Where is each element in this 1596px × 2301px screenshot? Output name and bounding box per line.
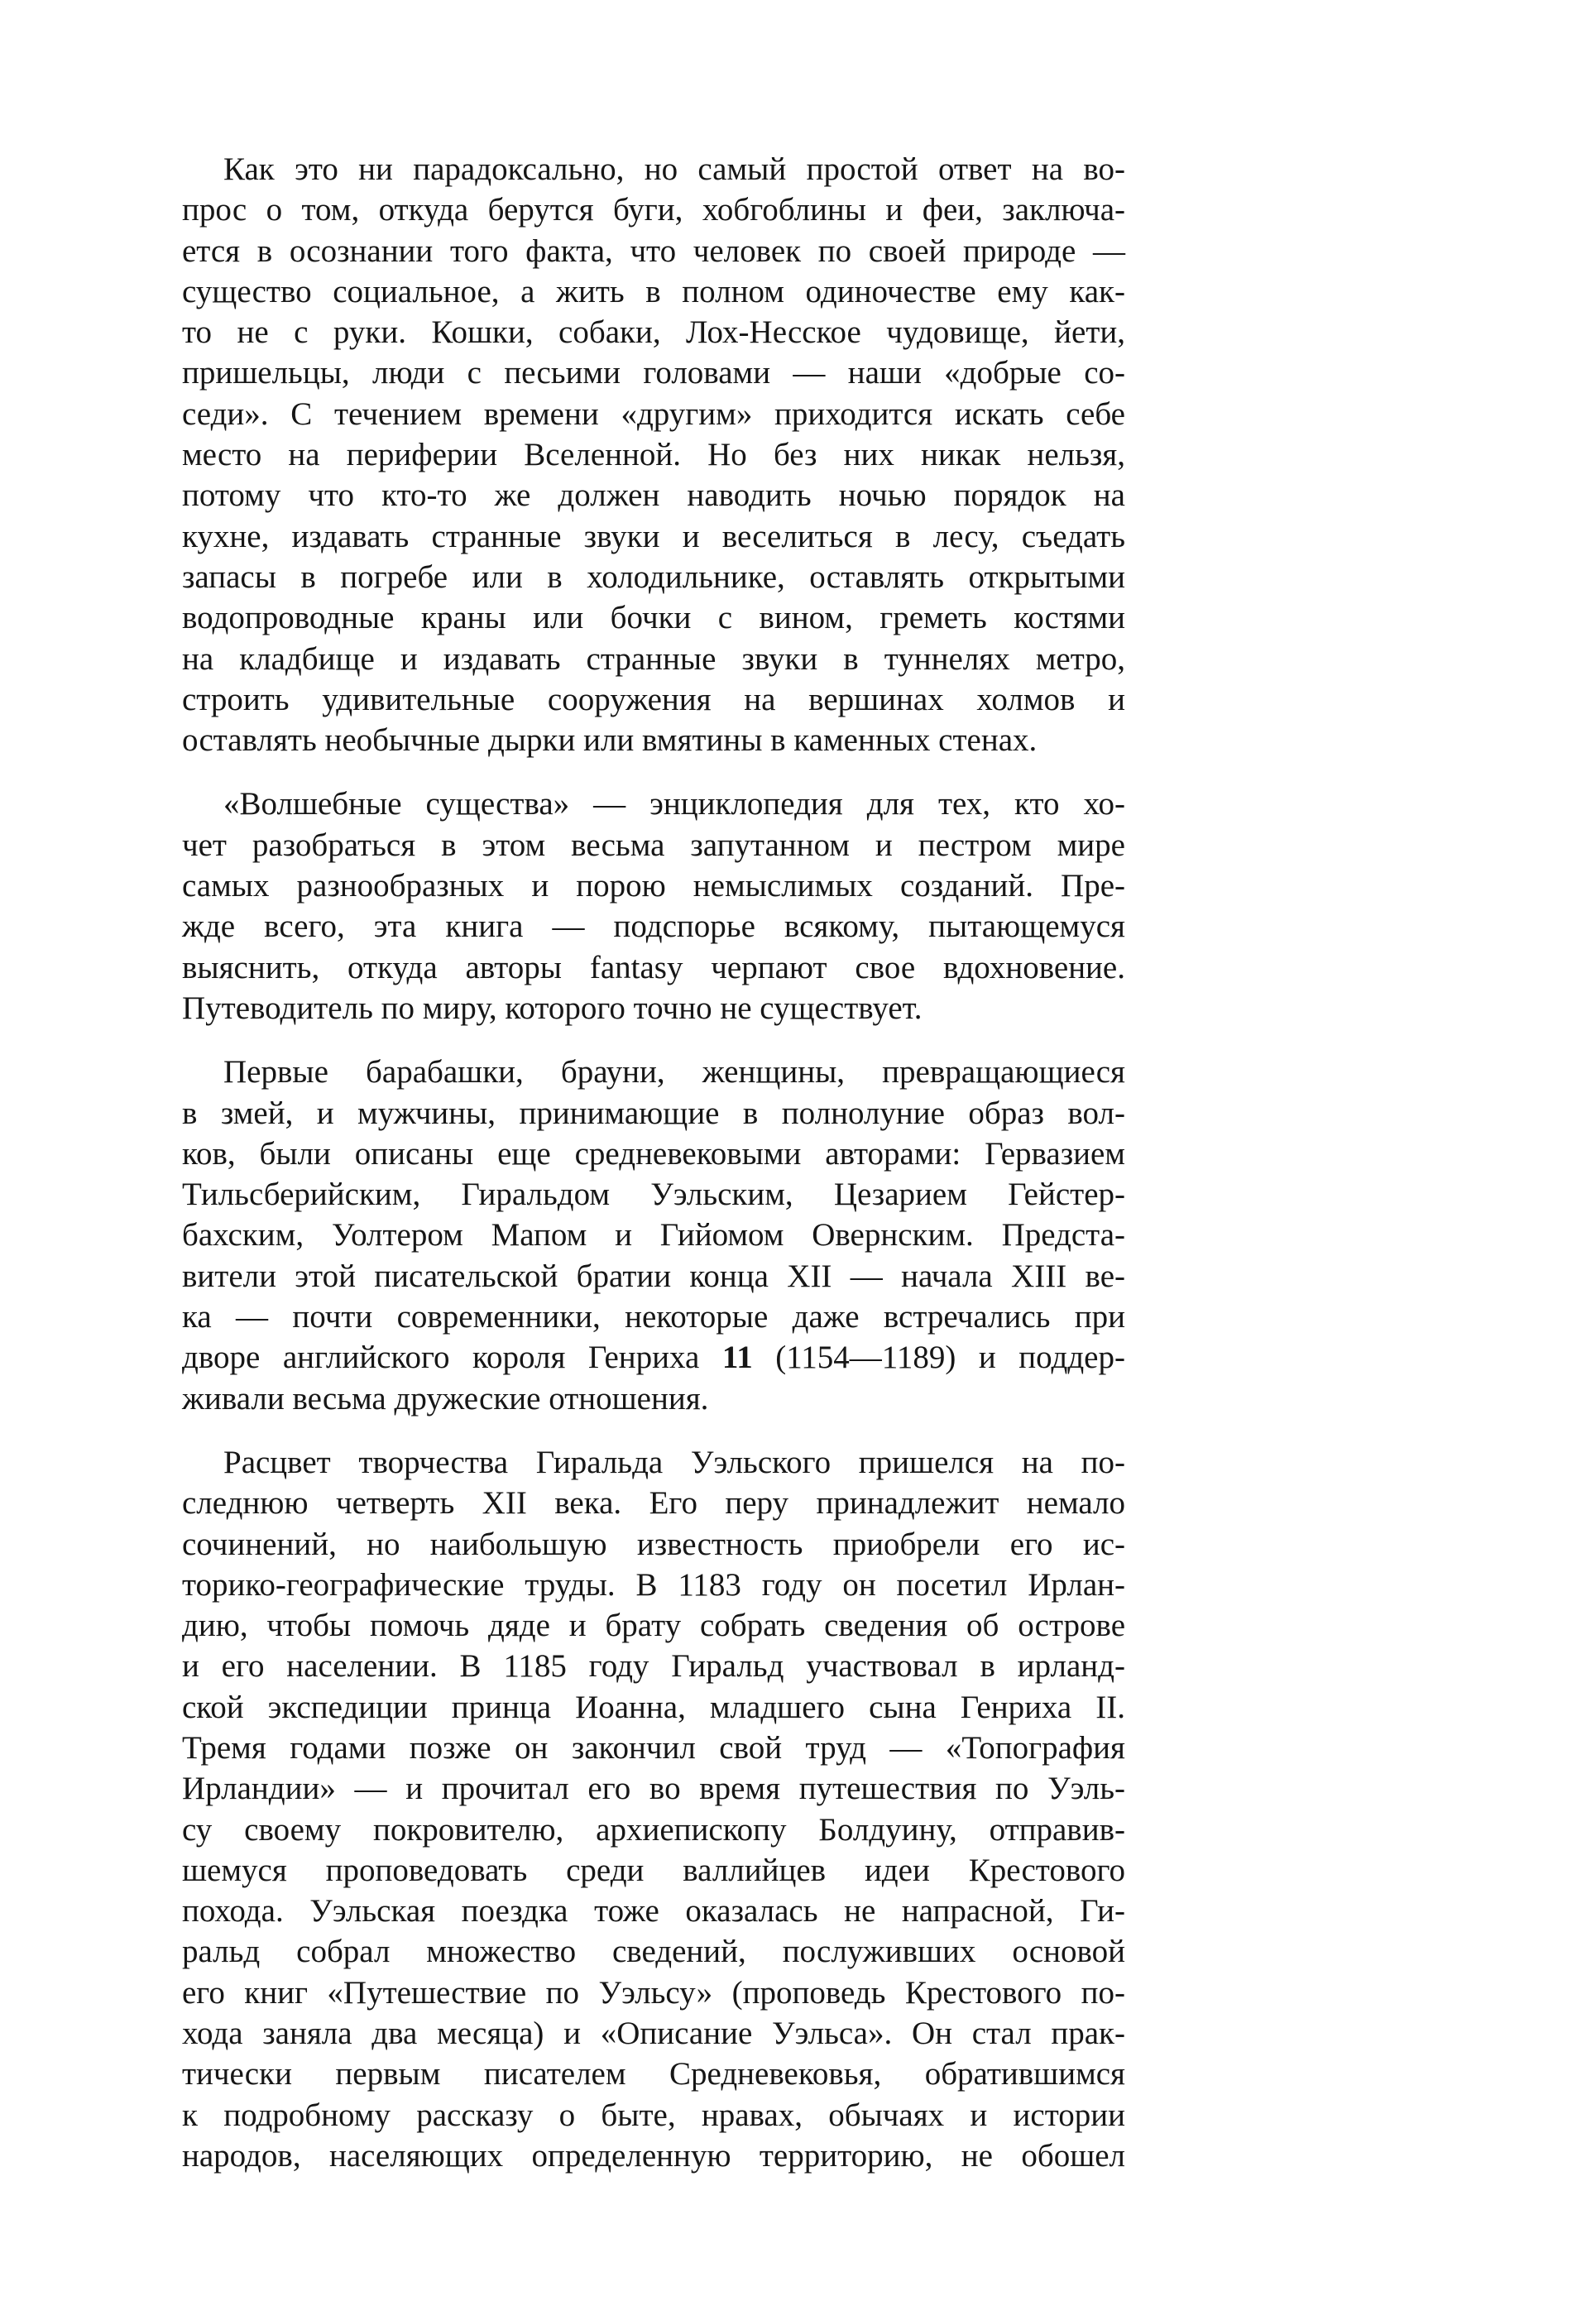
text-line: Путеводитель по миру, которого точно не существует. — [182, 990, 923, 1026]
text-line: Как это ни парадоксально, но самый простой ответ на во- — [223, 151, 1125, 187]
text-line: на кладбище и издавать странные звуки в туннелях метро, — [182, 640, 1125, 677]
text-line: ской экспедиции принца Иоанна, младшего сына Генриха II. — [182, 1689, 1125, 1725]
text-line: кухне, издавать странные звуки и веселиться в лесу, съедать — [182, 518, 1125, 554]
text-line-with-bold — [182, 1337, 1125, 1378]
paragraph-3 — [182, 1052, 1125, 1419]
text-line: Тремя годами позже он закончил свой труд — «Топография — [182, 1729, 1125, 1766]
text-line: тически первым писателем Средневековья, обратившимся — [182, 2056, 1125, 2092]
text-line: следнюю четверть XII века. Его перу принадлежит немало — [182, 1485, 1125, 1522]
text-line: жде всего, эта книга — подспорье всякому, пытающемуся — [182, 908, 1125, 945]
text-line: «Волшебные существа» — энциклопедия для тех, кто хо- — [223, 786, 1125, 822]
text-line: самых разнообразных и порою немыслимых созданий. Пре- — [182, 868, 1125, 904]
text-line: ков, были описаны еще средневековыми авторами: Гервазием — [182, 1135, 1125, 1172]
text-line: седи». С течением времени «другим» приходится искать себе — [182, 395, 1125, 432]
text-line: живали весьма дружеские отношения. — [182, 1380, 709, 1417]
text-line: чет разобраться в этом весьма запутанном и пестром мире — [182, 827, 1125, 863]
text-line: торико-географические труды. В 1183 году он посетил Ирлан- — [182, 1566, 1125, 1603]
text-line: бахским, Уолтером Мапом и Гийомом Овернским. Предста- — [182, 1217, 1125, 1254]
text-line: запасы в погребе или в холодильнике, оставлять открытыми — [182, 558, 1125, 595]
text-fragment: дворе английского короля Генриха — [182, 1340, 722, 1376]
text-line: ральд собрал множество сведений, послуживших основой — [182, 1934, 1125, 1970]
text-line: шемуся проповедовать среди валлийцев идеи Крестового — [182, 1852, 1125, 1888]
text-line: Первые барабашки, брауни, женщины, превращающиеся — [223, 1054, 1125, 1091]
paragraph-1 — [182, 149, 1125, 760]
text-line: Тильсберийским, Гиральдом Уэльским, Цезарием Гейстер- — [182, 1177, 1125, 1213]
text-line: хода заняла два месяца) и «Описание Уэльса». Он стал прак- — [182, 2016, 1125, 2052]
text-line: Расцвет творчества Гиральда Уэльского пришелся на по- — [223, 1444, 1125, 1480]
text-line: строить удивительные сооружения на вершинах холмов и — [182, 681, 1125, 717]
text-line: потому что кто-то же должен наводить ночью порядок на — [182, 477, 1125, 514]
text-line: его книг «Путешествие по Уэльсу» (проповедь Крестового по- — [182, 1974, 1125, 2011]
paragraph-4 — [182, 1442, 1125, 2176]
paragraph-2 — [182, 784, 1125, 1028]
text-line: в змей, и мужчины, принимающие в полнолуние образ вол- — [182, 1095, 1125, 1131]
text-line: вители этой писательской братии конца XII — начала XIII ве- — [182, 1258, 1125, 1294]
text-line: пришельцы, люди с песьими головами — наши «добрые со- — [182, 355, 1125, 391]
bold-number: 11 — [721, 1340, 753, 1376]
text-line: похода. Уэльская поездка тоже оказалась не напрасной, Ги- — [182, 1893, 1125, 1929]
text-line: народов, населяющих определенную территорию, не обошел — [182, 2137, 1125, 2174]
text-line: дию, чтобы помочь дяде и брату собрать сведения об острове — [182, 1608, 1125, 1644]
text-line: ка — почти современники, некоторые даже встречались при — [182, 1299, 1125, 1335]
text-line: существо социальное, а жить в полном одиночестве ему как- — [182, 273, 1125, 309]
text-line: выяснить, откуда авторы fantasy черпают свое вдохновение. — [182, 949, 1125, 985]
text-line: водопроводные краны или бочки с вином, греметь костями — [182, 600, 1125, 636]
text-line: оставлять необычные дырки или вмятины в каменных стенах. — [182, 722, 1038, 759]
text-line: прос о том, откуда берутся буги, хобгоблины и феи, заключа- — [182, 192, 1125, 228]
text-fragment: (1154—1189) и поддер- — [752, 1340, 1125, 1376]
page-text — [182, 149, 1125, 2199]
text-line: место на периферии Вселенной. Но без них никак нельзя, — [182, 437, 1125, 473]
text-line: то не с руки. Кошки, собаки, Лох-Несское чудовище, йети, — [182, 314, 1125, 351]
text-line: су своему покровителю, архиепископу Болдуину, отправив- — [182, 1811, 1125, 1848]
text-line: сочинений, но наибольшую известность приобрели его ис- — [182, 1526, 1125, 1562]
text-line: и его населении. В 1185 году Гиральд участвовал в ирланд- — [182, 1648, 1125, 1685]
text-line: к подробному рассказу о быте, нравах, обычаях и истории — [182, 2097, 1125, 2133]
text-line: Ирландии» — и прочитал его во время путешествия по Уэль- — [182, 1771, 1125, 1807]
text-line: ется в осознании того факта, что человек по своей природе — — [182, 232, 1125, 269]
